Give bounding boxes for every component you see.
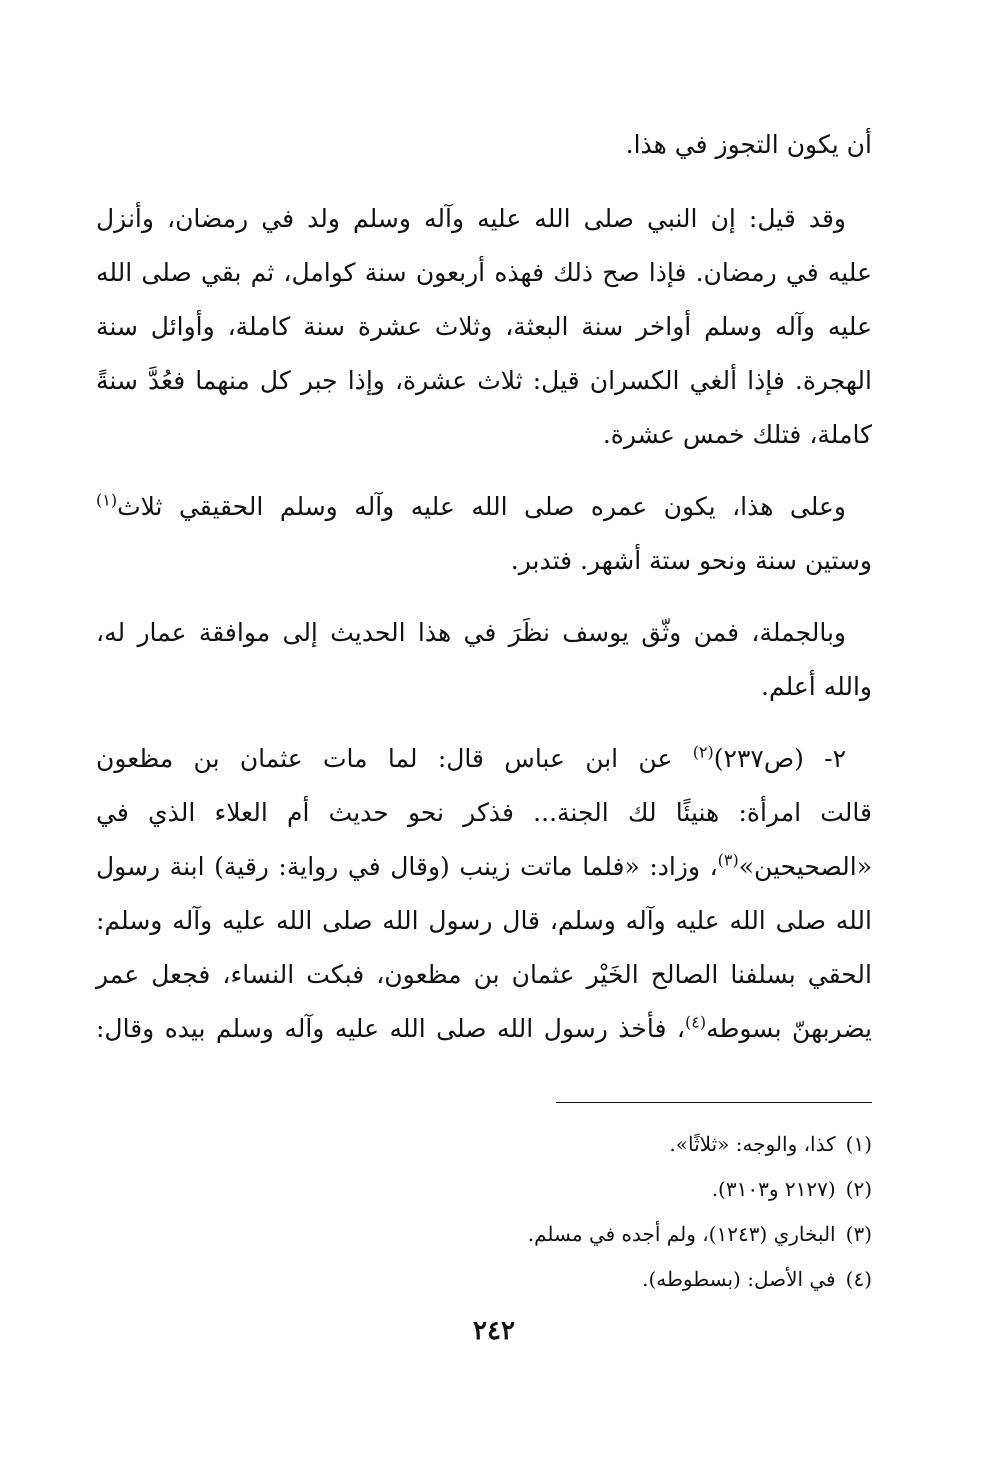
footnote-text: (٢١٢٧ و٣١٠٣). [711,1177,836,1201]
paragraph-3 [96,480,872,588]
text-line [96,1002,872,1056]
paragraph-2 [96,192,872,462]
footnote-number: (٣) [845,1222,872,1246]
footnote-item [96,1212,872,1257]
page-number: ٢٤٢ [473,1316,515,1346]
footnote-divider [556,1102,872,1103]
text-line: وستين سنة ونحو ستة أشهر. فتدبر. [510,546,872,575]
line-text: وعلى هذا، يكون عمره صلى الله عليه وآله وسلم الحقيقي ثلاث [117,492,846,521]
footnote-ref[interactable]: (٣) [717,850,739,870]
footnote-text: البخاري (١٢٤٣)، ولم أجده في مسلم. [527,1222,836,1246]
footnote-number: (٤) [845,1267,872,1291]
text-line [96,840,872,894]
line-text: ، فأخذ رسول الله صلى الله عليه وآله وسلم بيده وقال: [96,1014,685,1043]
paragraph-4 [96,606,872,714]
text-line [96,480,872,534]
footnote-ref[interactable]: (١) [96,490,118,510]
footnote-text: في الأصل: (بسطوطه). [642,1267,836,1291]
footnote-item [96,1257,872,1302]
footnote-text: كذا، والوجه: «ثلاثًا». [669,1132,836,1156]
line-text: «الصحيحين» [738,852,872,881]
footnote-item [96,1167,872,1212]
paragraph-1 [96,118,872,172]
line-text: ، وزاد: «فلما ماتت زينب (وقال في رواية: رقية) ابنة رسول [96,852,718,881]
footnotes [96,1122,872,1302]
text-line: عليه وآله وسلم أواخر سنة البعثة، وثلاث عشرة سنة كاملة، وأوائل سنة [96,312,872,341]
text-line [96,732,872,786]
text-line: أن يكون التجوز في هذا. [625,130,872,159]
paragraph-5 [96,732,872,1056]
line-text: يضربهنّ بسوطه [706,1014,872,1043]
text-line: كاملة، فتلك خمس عشرة. [602,420,872,449]
text-line: الحقي بسلفنا الصالح الخَيْر عثمان بن مظعون، فبكت النساء، فجعل عمر [96,960,872,989]
line-text: عن ابن عباس قال: لما مات عثمان بن مظعون [96,744,693,773]
text-line: وبالجملة، فمن وثّق يوسف نظَرَ في هذا الحديث إلى موافقة عمار له، [96,618,846,647]
footnote-ref[interactable]: (٢) [692,742,714,762]
footnote-item [96,1122,872,1167]
text-line: الله صلى الله عليه وآله وسلم، قال رسول الله صلى الله عليه وآله وسلم: [96,906,872,935]
footnote-ref[interactable]: (٤) [685,1012,707,1032]
text-line: وقد قيل: إن النبي صلى الله عليه وآله وسلم ولد في رمضان، وأنزل [96,204,846,233]
text-line: الهجرة. فإذا ألغي الكسران قيل: ثلاث عشرة، وإذا جبر كل منهما فعُدَّ سنةً [96,366,872,395]
page-body [96,118,872,1074]
footnote-number: (٢) [845,1177,872,1201]
text-line: عليه في رمضان. فإذا صح ذلك فهذه أربعون سنة كوامل، ثم بقي صلى الله [96,258,872,287]
line-text: ٢- (ص٢٣٧) [713,744,847,773]
text-line: والله أعلم. [761,672,872,701]
footnote-number: (١) [845,1132,872,1156]
text-line: قالت امرأة: هنيئًا لك الجنة... فذكر نحو حديث أم العلاء الذي في [96,798,872,827]
